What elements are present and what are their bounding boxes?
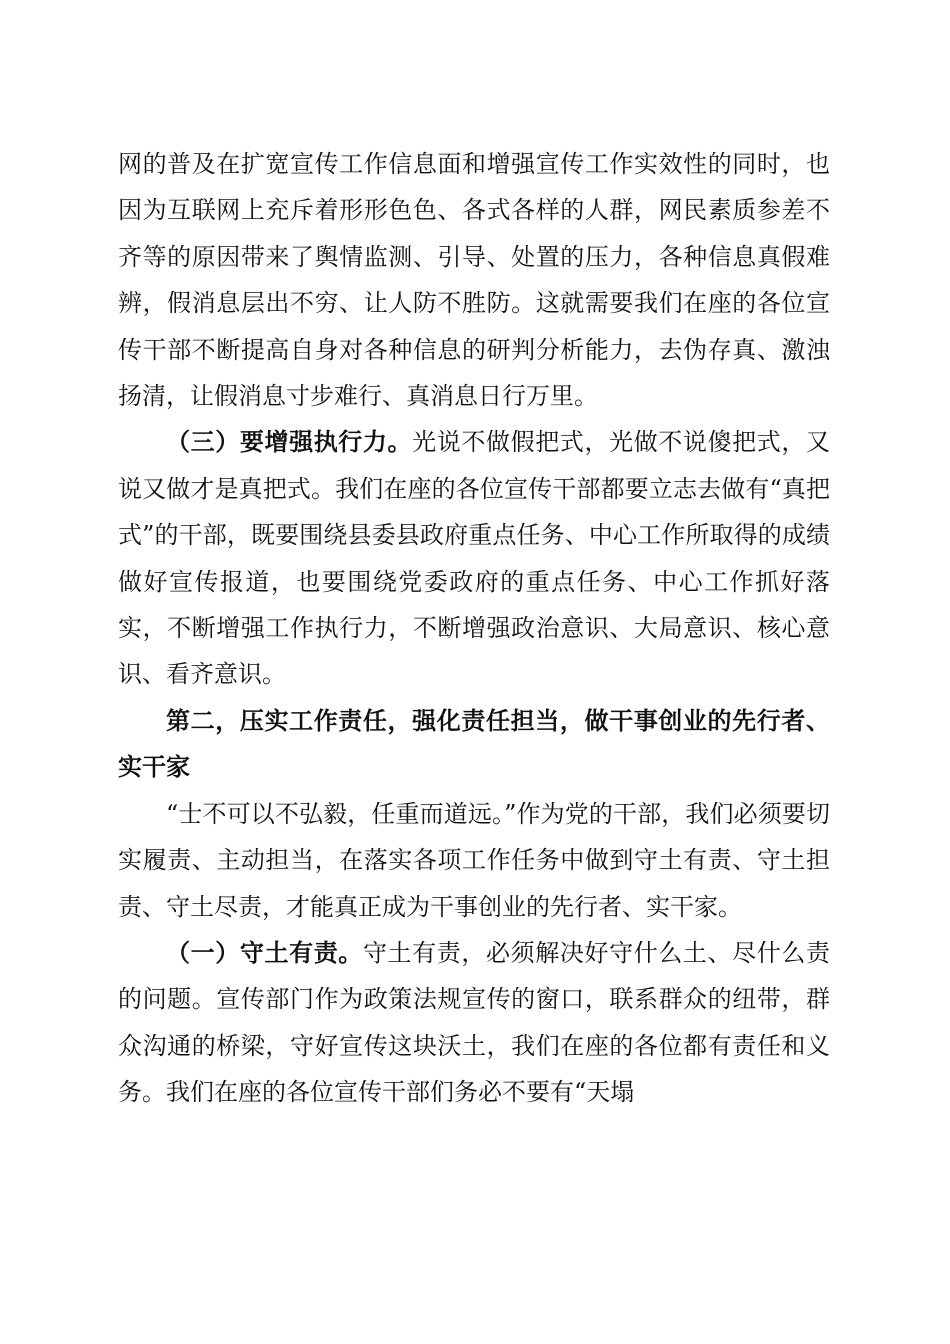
paragraph-text: “士不可以不弘毅，任重而道远。”作为党的干部，我们必须要切实履责、主动担当，在落实各项工作任务中做到守土有责、守土担责、守土尽责，才能真正成为干事创业的先行者、实干家。	[118, 799, 830, 921]
document-body	[118, 141, 830, 1116]
paragraph-text: 光说不做假把式，光做不说傻把式，又说又做才是真把式。我们在座的各位宣传干部都要立志去做有“真把式”的干部，既要围绕县委县政府重点任务、中心工作所取得的成绩做好宣传报道，也要围绕党委政府的重点任务、中心工作抓好落实，不断增强工作执行力，不断增强政治意识、大局意识、核心意识、看齐意识。	[118, 428, 831, 689]
paragraph-execution	[118, 419, 830, 697]
subsection-title: （一）守土有责。	[166, 937, 363, 967]
paragraph-guard-duty	[118, 930, 830, 1116]
section-heading: 第二，压实工作责任，强化责任担当，做干事创业的先行者、实干家	[118, 705, 830, 782]
paragraph-text: 网的普及在扩宽宣传工作信息面和增强宣传工作实效性的同时，也因为互联网上充斥着形形色色、各式各样的人群，网民素质参差不齐等的原因带来了舆情监测、引导、处置的压力，各种信息真假难辨，假消息层出不穷、让人防不胜防。这就需要我们在座的各位宣传干部不断提高自身对各种信息的研判分析能力，去伪存真、激浊扬清，让假消息寸步难行、真消息日行万里。	[118, 150, 830, 411]
paragraph-continuation	[118, 141, 830, 419]
paragraph-text: 守土有责，必须解决好守什么土、尽什么责的问题。宣传部门作为政策法规宣传的窗口，联系群众的纽带，群众沟通的桥梁，守好宣传这块沃土，我们在座的各位都有责任和义务。我们在座的各位宣传干部们务必不要有“天塌	[118, 938, 831, 1107]
paragraph-responsibility-intro	[118, 791, 830, 930]
subsection-title: （三）要增强执行力。	[166, 427, 413, 457]
